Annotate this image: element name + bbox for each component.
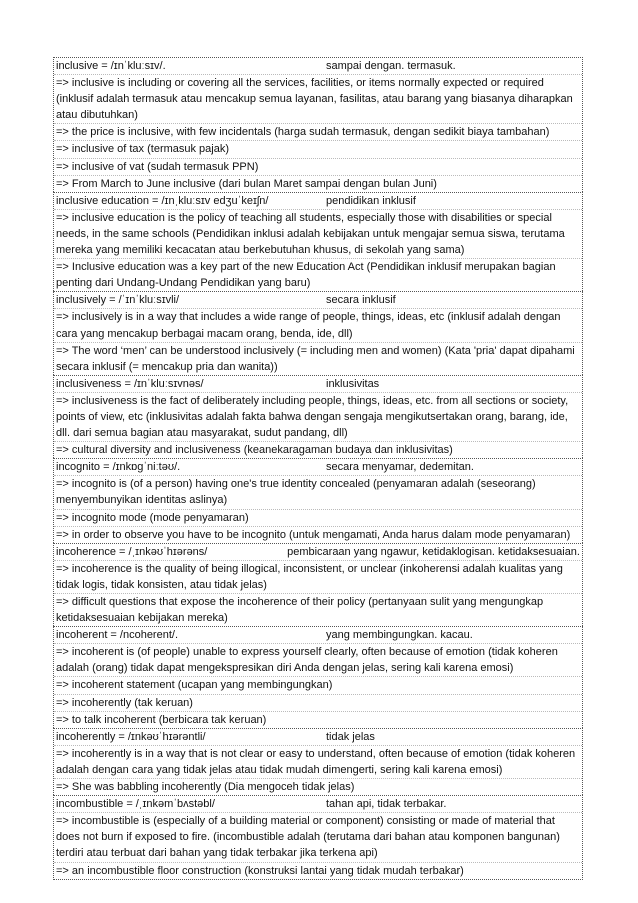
dictionary-entry — [53, 458, 583, 542]
entry-translation: tahan api, tidak terbakar. — [326, 798, 447, 811]
entry-term: inclusiveness = /ɪnˈkluːsɪvnəs/ — [56, 377, 204, 390]
entry-translation: sampai dengan. termasuk. — [326, 60, 456, 72]
entry-example-line: => inclusiveness is the fact of deliberately including people, things, ideas, etc. from all sections or society, points of view, etc (inklusivitas adalah fakta bahwa dengan sengaja mengikutsertakan orang, barang, ide, dll. dari semua bagian atau masyarakat, sudut pandang, dll) — [54, 393, 582, 442]
dictionary-entry — [53, 795, 583, 879]
dictionary-entry — [53, 375, 583, 458]
entry-example-line: => to talk incoherent (berbicara tak keruan) — [56, 713, 267, 726]
entry-heading — [54, 796, 582, 813]
dictionary-entry — [53, 291, 583, 374]
entry-term: inclusive education = /ɪnˌkluːsɪv edʒuˈkeɪʃn/ — [56, 194, 269, 207]
entry-example-line: => incoherence is the quality of being illogical, inconsistent, or unclear (inkoherensi adalah kualitas yang tidak logis, tidak konsisten, atau tidak jelas) — [54, 561, 582, 594]
dictionary-entry — [53, 626, 583, 728]
entry-example-line: => inclusively is in a way that includes a wide range of people, things, ideas, etc (inklusif adalah dengan cara yang mencakup berbagai macam orang, benda, ide, dll) — [54, 309, 582, 342]
entry-example-line: => She was babbling incoherently (Dia mengoceh tidak jelas) — [56, 781, 355, 794]
dictionary-document — [53, 57, 583, 880]
entry-translation: yang membingungkan. kacau. — [326, 629, 473, 642]
entry-heading — [54, 729, 582, 746]
entry-heading — [54, 292, 582, 309]
entry-heading — [54, 193, 582, 210]
entry-example-line: => inclusive education is the policy of teaching all students, especially those with disabilities or special needs, in the same schools (Pendidikan inklusi adalah kebijakan untuk mengajar semua siswa, terutama mereka yang memiliki kecacatan atau berkebutuhan khusus, di sekolah yang sama) — [54, 210, 582, 259]
entry-example-line: => incoherently is in a way that is not clear or easy to understand, often because of emotion (tidak koheren adalah dengan cara yang tidak jelas atau tidak mudah dimengerti, sering kali karena emosi) — [54, 746, 582, 779]
entry-example-line: => incoherent statement (ucapan yang membingungkan) — [54, 677, 582, 694]
dictionary-entry — [53, 57, 583, 192]
entry-example-line: => Inclusive education was a key part of the new Education Act (Pendidikan inklusif merupakan bagian penting dari Undang-Undang Pendidikan yang baru) — [56, 261, 556, 290]
entry-example-line: => inclusive of vat (sudah termasuk PPN) — [54, 159, 582, 176]
entry-example-line: => the price is inclusive, with few incidentals (harga sudah termasuk, dengan sedikit biaya tambahan) — [54, 124, 582, 141]
entry-example-line: => The word ‘men’ can be understood inclusively (= including men and women) (Kata 'pria' dapat dipahami secara inklusif (= mencakup pria dan wanita)) — [56, 344, 575, 373]
entry-example-line: => cultural diversity and inclusiveness (keanekaragaman budaya dan inklusivitas) — [56, 444, 453, 457]
entry-example-line: => difficult questions that expose the incoherence of their policy (pertanyaan sulit yang mengungkap ketidaksesuaian kebijakan mereka) — [56, 596, 544, 625]
dictionary-entry — [53, 543, 583, 626]
entry-term: inclusive = /ɪnˈkluːsɪv/. — [56, 60, 166, 72]
entry-example-line: => incognito mode (mode penyamaran) — [54, 510, 582, 527]
entry-term: incoherently = /ɪnkəʊˈhɪərəntli/ — [56, 730, 206, 743]
entry-example-line: => inclusive is including or covering all the services, facilities, or items normally expected or required (inklusif adalah termasuk atau mencakup semua layanan, fasilitas, atau barang yang biasanya diharapkan atau dibutuhkan) — [54, 75, 582, 124]
entry-example-line: => incombustible is (especially of a building material or component) consisting or made of material that does not burn if exposed to fire. (incombustible adalah (terutama dari bahan atau komponen bangunan) terdiri atau terbuat dari bahan yang tidak terbakar jika terkena api) — [54, 813, 582, 862]
entry-heading — [54, 58, 582, 75]
entry-example-line: => incoherent is (of people) unable to express yourself clearly, often because of emotion (tidak koheren adalah (orang) tidak dapat mengekspresikan diri Anda dengan jelas, sering kali karena emosi) — [54, 644, 582, 677]
entry-translation: pembicaraan yang ngawur, ketidaklogisan. ketidaksesuaian. — [287, 545, 580, 558]
entry-example-line: => in order to observe you have to be incognito (untuk mengamati, Anda harus dalam mode penyamaran) — [56, 528, 571, 541]
entry-translation: pendidikan inklusif — [326, 194, 416, 207]
entry-term: incoherence = /ˌɪnkəʊˈhɪərəns/ — [56, 545, 208, 558]
entry-translation: inklusivitas — [326, 377, 380, 390]
entry-term: inclusively = /ˈɪnˈkluːsɪvli/ — [56, 294, 180, 307]
entry-example-line: => incognito is (of a person) having one's true identity concealed (penyamaran adalah (seseorang) menyembunyikan identitas aslinya) — [54, 476, 582, 509]
entry-example-line: => inclusive of tax (termasuk pajak) — [54, 141, 582, 158]
entry-term: incombustible = /ˌɪnkəmˈbʌstəbl/ — [56, 798, 215, 811]
entry-translation: secara menyamar, dedemitan. — [326, 461, 474, 474]
entry-heading — [54, 459, 582, 476]
entry-translation: secara inklusif — [326, 294, 396, 307]
entry-heading — [54, 376, 582, 393]
entry-example-line: => From March to June inclusive (dari bulan Maret sampai dengan bulan Juni) — [56, 177, 437, 190]
dictionary-entry — [53, 728, 583, 795]
dictionary-entry — [53, 192, 583, 292]
entry-example-line: => incoherently (tak keruan) — [54, 695, 582, 712]
entry-translation: tidak jelas — [326, 730, 375, 743]
entry-heading — [54, 627, 582, 644]
entry-example-line: => an incombustible floor construction (konstruksi lantai yang tidak mudah terbakar) — [56, 864, 464, 877]
entry-term: incoherent = /ncoherent/. — [56, 629, 178, 642]
entry-term: incognito = /ɪnkɒɡˈniːtəʊ/. — [56, 461, 181, 474]
entry-heading — [54, 544, 582, 561]
